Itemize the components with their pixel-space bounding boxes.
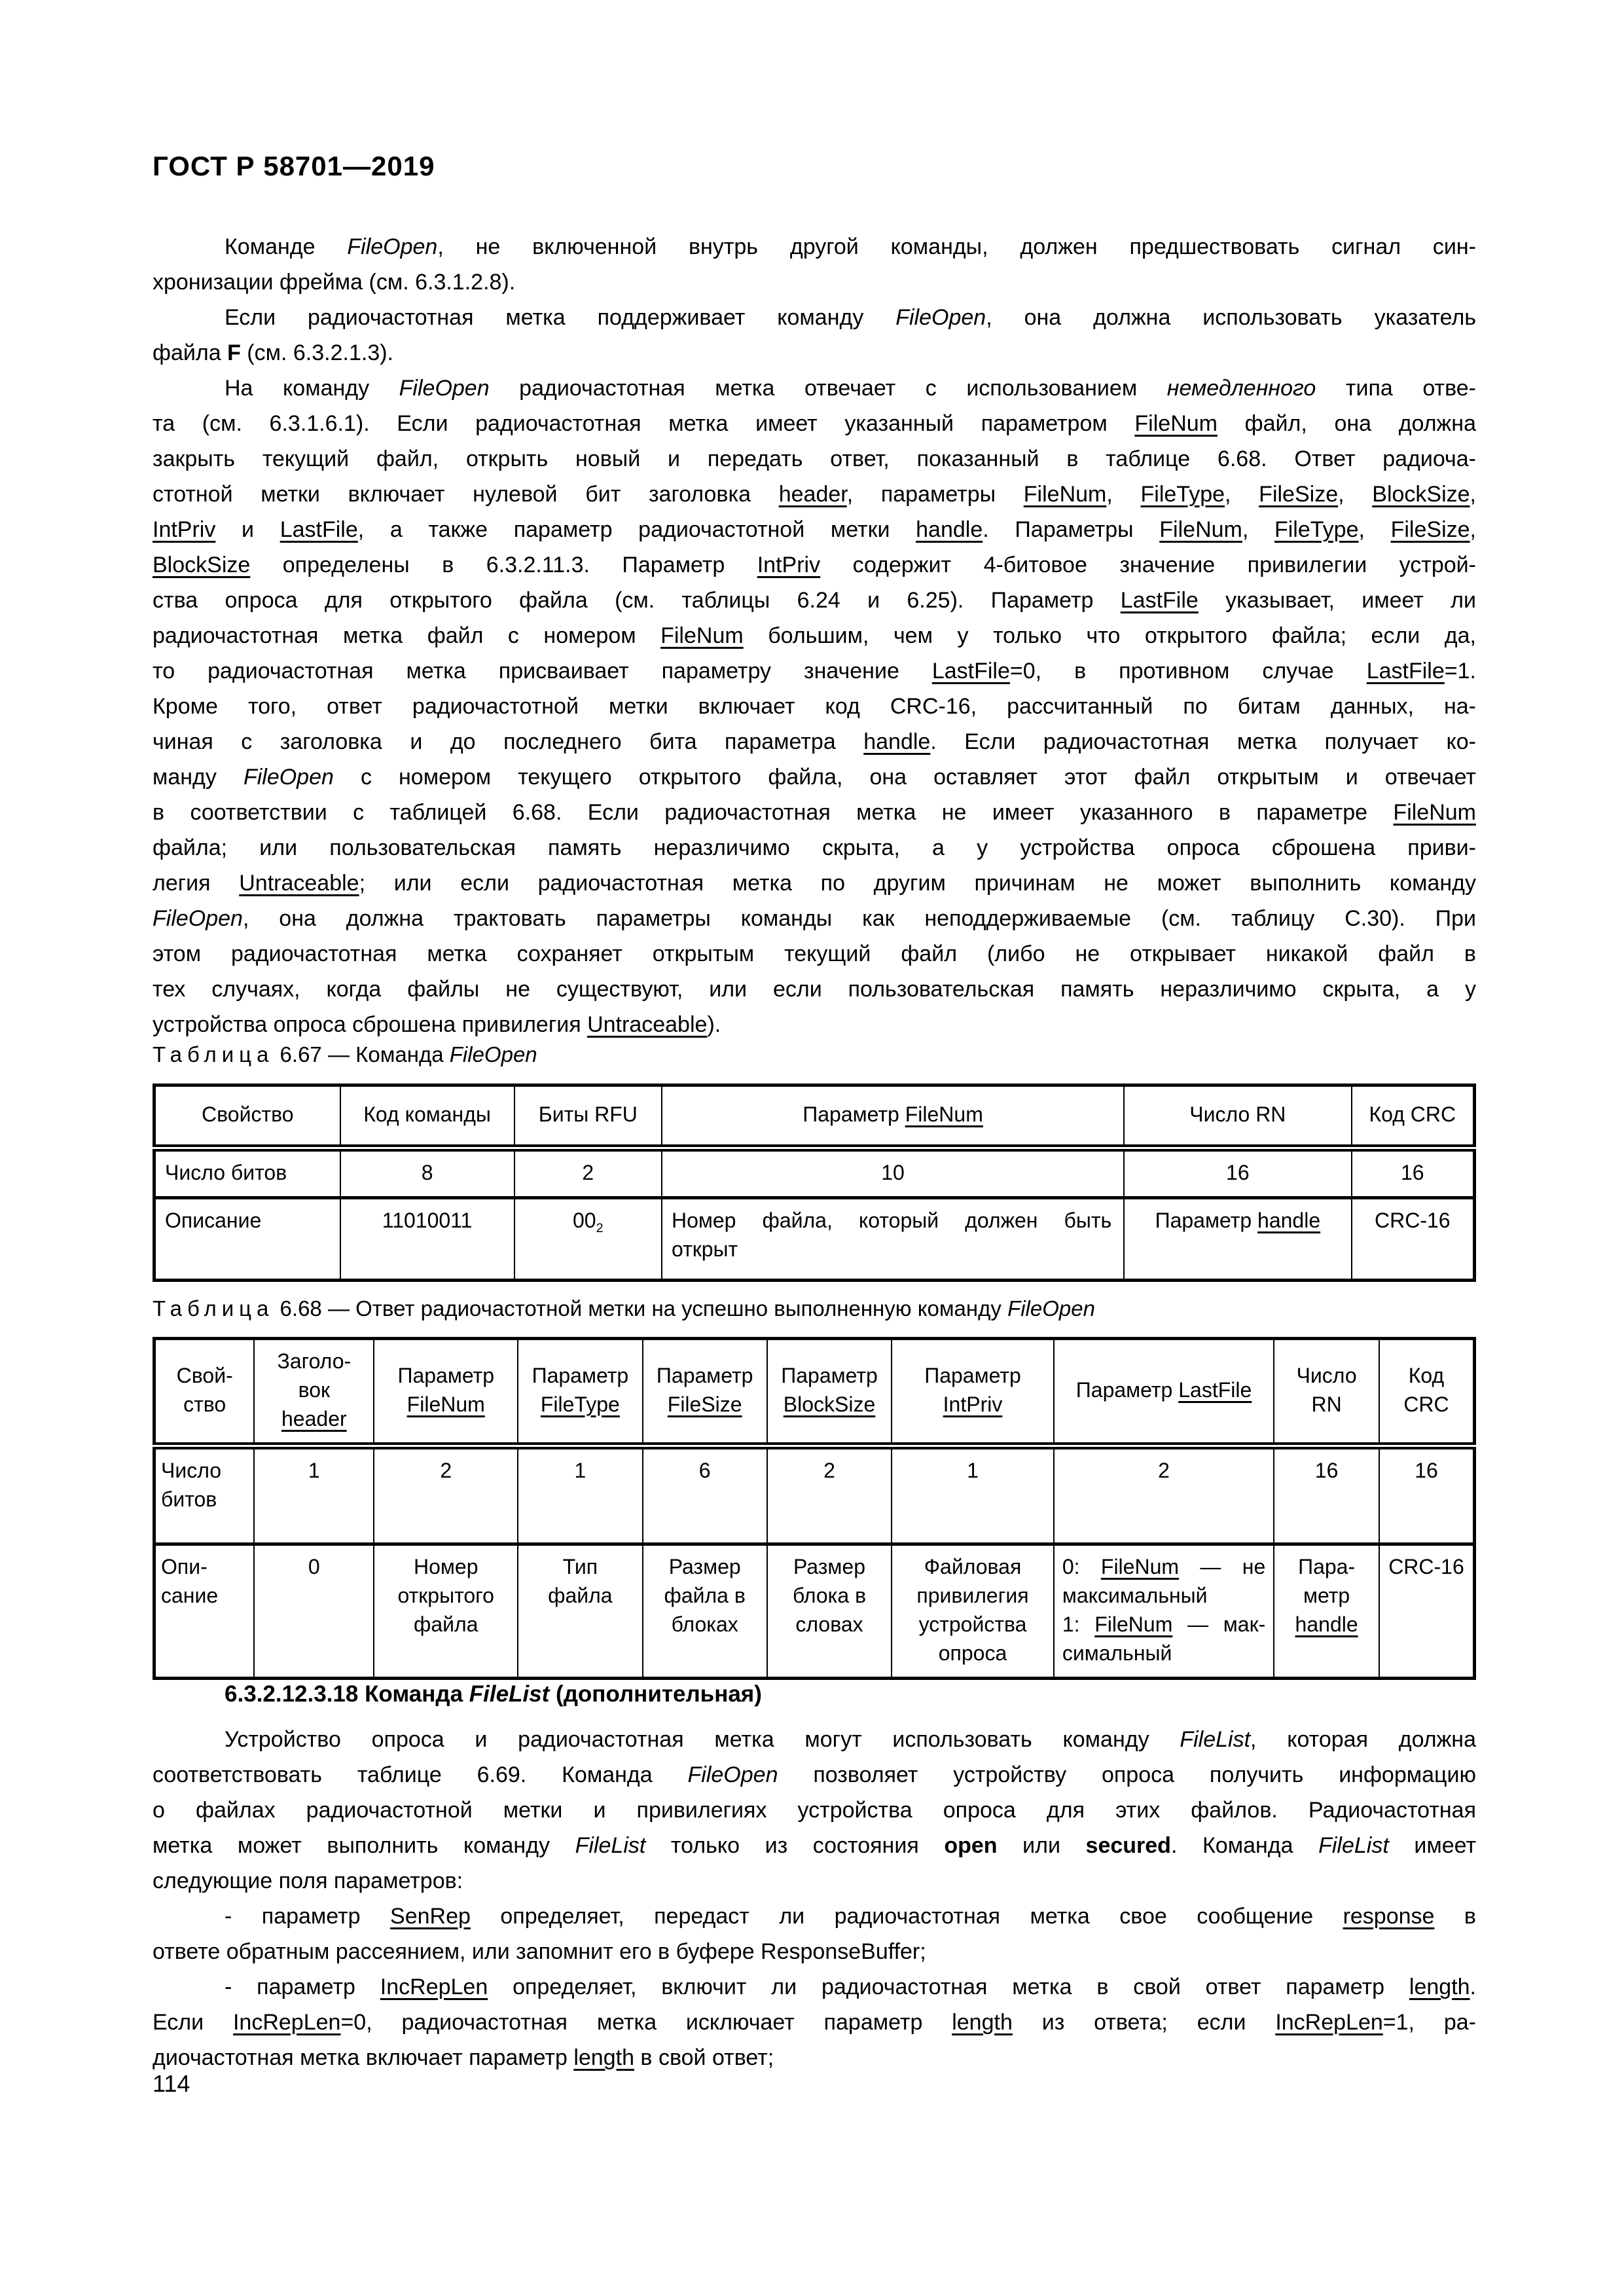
paragraph-line: манду FileOpen с номером текущего открытого файла, она оставляет этот файл открытым и отвечает — [153, 765, 1476, 790]
table-header-cell: Заголо- вок header — [254, 1339, 374, 1446]
paragraph-line: Кроме того, ответ радиочастотной метки включает код CRC-16, рассчитанный по битам данных, на- — [153, 694, 1476, 719]
table-6-68-caption: Таблица 6.68 — Ответ радиочастотной метки на успешно выполненную команду FileOpen — [153, 1296, 1095, 1321]
table-cell: Файловая привилегия устройства опроса — [892, 1544, 1054, 1679]
body-paragraphs-top — [153, 229, 1476, 1042]
table-header-row — [154, 1339, 1475, 1446]
table-cell: Размер блока в словах — [767, 1544, 892, 1679]
section-heading: 6.3.2.12.3.18 Команда FileList (дополнительная) — [225, 1681, 762, 1707]
table-row — [154, 1148, 1475, 1198]
paragraph-line: радиочастотная метка файл с номером FileNum большим, чем у только что открытого файла; если да, — [153, 623, 1476, 648]
paragraph-line: Если радиочастотная метка поддерживает команду FileOpen, она должна использовать указатель — [225, 305, 1476, 330]
table-header-cell: Параметр FileType — [518, 1339, 642, 1446]
table-cell: 16 — [1379, 1446, 1475, 1544]
table-header-cell: Свойство — [154, 1085, 340, 1148]
table-cell: 2 — [767, 1446, 892, 1544]
table-cell: CRC-16 — [1379, 1544, 1475, 1679]
table-cell: 0 — [254, 1544, 374, 1679]
table-header-cell: Число RN — [1124, 1085, 1351, 1148]
table-cell: Описание — [154, 1198, 340, 1281]
table-6-68-container — [153, 1337, 1476, 1680]
paragraph-line: то радиочастотная метка присваивает параметру значение LastFile=0, в противном случае LastFile=1. — [153, 659, 1476, 683]
table-cell: 16 — [1274, 1446, 1379, 1544]
paragraph-line: о файлах радиочастотной метки и привилегиях устройства опроса для этих файлов. Радиочастотная — [153, 1798, 1476, 1823]
table-cell: 11010011 — [340, 1198, 514, 1281]
table-header-cell: Параметр FileSize — [643, 1339, 767, 1446]
table-row — [154, 1544, 1475, 1679]
table-header-cell: Параметр BlockSize — [767, 1339, 892, 1446]
table-6-67 — [153, 1084, 1476, 1282]
table-header-cell: Свой- ство — [154, 1339, 255, 1446]
table-cell: 2 — [1054, 1446, 1274, 1544]
table-cell: Число битов — [154, 1148, 340, 1198]
table-cell: 8 — [340, 1148, 514, 1198]
table-cell: CRC-16 — [1352, 1198, 1475, 1281]
table-cell: 1 — [518, 1446, 642, 1544]
table-header-cell: Код CRC — [1379, 1339, 1475, 1446]
table-cell: Номер открытого файла — [374, 1544, 518, 1679]
table-6-68 — [153, 1337, 1476, 1680]
table-header-cell: Код CRC — [1352, 1085, 1475, 1148]
table-cell: 1 — [892, 1446, 1054, 1544]
table-header-cell: Параметр IntPriv — [892, 1339, 1054, 1446]
paragraph-line: этом радиочастотная метка сохраняет открытым текущий файл (либо не открывает никакой файл в — [153, 941, 1476, 966]
table-cell: Опи- сание — [154, 1544, 255, 1679]
paragraph-line: - параметр IncRepLen определяет, включит ли радиочастотная метка в свой ответ параметр length. — [225, 1975, 1476, 1999]
table-cell: Пара- метр handle — [1274, 1544, 1379, 1679]
paragraph-line: IntPriv и LastFile, а также параметр радиочастотной метки handle. Параметры FileNum, FileType, FileSize, — [153, 517, 1476, 542]
table-6-67-container — [153, 1084, 1476, 1282]
paragraph-line: файла; или пользовательская память неразличимо скрыта, а у устройства опроса сброшена приви- — [153, 835, 1476, 860]
paragraph-line: в соответствии с таблицей 6.68. Если радиочастотная метка не имеет указанного в параметре FileNum — [153, 800, 1476, 825]
table-cell: 2 — [514, 1148, 662, 1198]
paragraph-line: На команду FileOpen радиочастотная метка отвечает с использованием немедленного типа отве- — [225, 376, 1476, 401]
table-cell: 16 — [1124, 1148, 1351, 1198]
page-number: 114 — [153, 2070, 190, 2097]
paragraph-line: Устройство опроса и радиочастотная метка могут использовать команду FileList, которая должна — [225, 1727, 1476, 1752]
paragraph-line: следующие поля параметров: — [153, 1868, 463, 1893]
table-header-cell: Код команды — [340, 1085, 514, 1148]
doc-code-header: ГОСТ Р 58701—2019 — [153, 151, 435, 181]
table-cell: Тип файла — [518, 1544, 642, 1679]
paragraph-line: ства опроса для открытого файла (см. таблицы 6.24 и 6.25). Параметр LastFile указывает, имеет ли — [153, 588, 1476, 613]
paragraph-line: легия Untraceable; или если радиочастотная метка по другим причинам не может выполнить команду — [153, 871, 1476, 896]
table-cell: $00_2$ — [514, 1198, 662, 1281]
paragraph-line: чиная с заголовка и до последнего бита параметра handle. Если радиочастотная метка получает ко- — [153, 729, 1476, 754]
paragraph-line: устройства опроса сброшена привилегия Untraceable). — [153, 1012, 721, 1037]
table-cell: 1 — [254, 1446, 374, 1544]
table-cell: 0: FileNum — не максимальный 1: FileNum — мак- симальный — [1054, 1544, 1274, 1679]
paragraph-line: Если IncRepLen=0, радиочастотная метка исключает параметр length из ответа; если IncRepLen=1, ра- — [153, 2010, 1476, 2035]
paragraph-line: хронизации фрейма (см. 6.3.1.2.8). — [153, 270, 516, 295]
paragraph-line: тех случаях, когда файлы не существуют, или если пользовательская память неразличимо скрыта, а у — [153, 977, 1476, 1002]
table-row — [154, 1198, 1475, 1281]
table-cell: 6 — [643, 1446, 767, 1544]
table-row — [154, 1446, 1475, 1544]
paragraph-line: стотной метки включает нулевой бит заголовка header, параметры FileNum, FileType, FileSize, BlockSize, — [153, 482, 1476, 507]
table-header-row — [154, 1085, 1475, 1148]
table-cell: Число битов — [154, 1446, 255, 1544]
table-header-cell: Параметр FileNum — [374, 1339, 518, 1446]
table-cell: Параметр handle — [1124, 1198, 1351, 1281]
paragraph-line: метка может выполнить команду FileList только из состояния open или secured. Команда FileList имеет — [153, 1833, 1477, 1858]
paragraph-line: та (см. 6.3.1.6.1). Если радиочастотная метка имеет указанный параметром FileNum файл, она должна — [153, 411, 1476, 436]
paragraph-line: - параметр SenRep определяет, передаст ли радиочастотная метка свое сообщение response в — [225, 1904, 1476, 1929]
paragraph-line: BlockSize определены в 6.3.2.11.3. Параметр IntPriv содержит 4-битовое значение привилегии устрой- — [153, 553, 1476, 577]
paragraph-line: FileOpen, она должна трактовать параметры команды как неподдерживаемые (см. таблицу С.30). При — [153, 906, 1476, 931]
paragraph-line: ответе обратным рассеянием, или запомнит его в буфере ResponseBuffer; — [153, 1939, 926, 1964]
body-paragraphs-bottom — [153, 1722, 1476, 2075]
table-cell: 10 — [662, 1148, 1124, 1198]
table-header-cell: Параметр FileNum — [662, 1085, 1124, 1148]
paragraph-line: закрыть текущий файл, открыть новый и передать ответ, показанный в таблице 6.68. Ответ радиоча- — [153, 446, 1476, 471]
table-cell: Номер файла, который должен быть открыт — [662, 1198, 1124, 1281]
table-cell: 16 — [1352, 1148, 1475, 1198]
paragraph-line: соответствовать таблице 6.69. Команда FileOpen позволяет устройству опроса получить информацию — [153, 1762, 1477, 1787]
paragraph-line: Команде FileOpen, не включенной внутрь другой команды, должен предшествовать сигнал син- — [225, 234, 1476, 259]
table-6-67-caption: Таблица 6.67 — Команда FileOpen — [153, 1042, 537, 1066]
table-header-cell: Параметр LastFile — [1054, 1339, 1274, 1446]
table-header-cell: Число RN — [1274, 1339, 1379, 1446]
paragraph-line: диочастотная метка включает параметр length в свой ответ; — [153, 2045, 774, 2070]
paragraph-line: файла F (см. 6.3.2.1.3). — [153, 340, 393, 365]
table-header-cell: Биты RFU — [514, 1085, 662, 1148]
table-cell: 2 — [374, 1446, 518, 1544]
table-cell: Размер файла в блоках — [643, 1544, 767, 1679]
